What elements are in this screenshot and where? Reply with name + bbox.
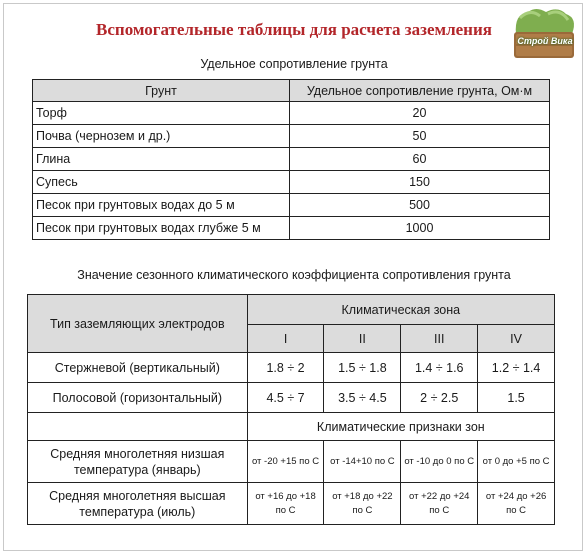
climate-signs-header: Климатические признаки зон	[247, 413, 554, 441]
temperature-cell: от -20 +15 по С	[247, 441, 324, 483]
table-row	[33, 102, 550, 125]
zone-header: IV	[478, 325, 555, 353]
resistivity-value: 150	[290, 171, 550, 194]
table-row	[33, 148, 550, 171]
table-header-row	[33, 80, 550, 102]
resistivity-value: 500	[290, 194, 550, 217]
soil-resistivity-table	[32, 79, 550, 240]
table-row	[28, 383, 555, 413]
column-header-soil: Грунт	[33, 80, 290, 102]
column-header-resistivity: Удельное сопротивление грунта, Ом·м	[290, 80, 550, 102]
electrode-type-label: Стержневой (вертикальный)	[28, 353, 248, 383]
coefficient-cell: 1.8 ÷ 2	[247, 353, 324, 383]
table-row	[33, 217, 550, 240]
electrode-type-label: Полосовой (горизонтальный)	[28, 383, 248, 413]
zone-header: II	[324, 325, 401, 353]
resistivity-value: 20	[290, 102, 550, 125]
resistivity-value: 50	[290, 125, 550, 148]
coefficient-cell: 2 ÷ 2.5	[401, 383, 478, 413]
temperature-cell: от +16 до +18 по С	[247, 483, 324, 525]
logo-text: Строй Вика	[517, 36, 573, 46]
table2-caption: Значение сезонного климатического коэффициента сопротивления грунта	[77, 268, 511, 282]
table-row	[28, 353, 555, 383]
resistivity-value: 60	[290, 148, 550, 171]
coefficient-cell: 1.2 ÷ 1.4	[478, 353, 555, 383]
zone-header: I	[247, 325, 324, 353]
soil-name: Песок при грунтовых водах до 5 м	[33, 194, 290, 217]
temperature-cell: от -10 до 0 по С	[401, 441, 478, 483]
temperature-cell: от -14+10 по С	[324, 441, 401, 483]
coefficient-cell: 1.5	[478, 383, 555, 413]
soil-name: Глина	[33, 148, 290, 171]
soil-name: Супесь	[33, 171, 290, 194]
coefficient-cell: 1.5 ÷ 1.8	[324, 353, 401, 383]
table1-caption: Удельное сопротивление грунта	[200, 57, 388, 71]
temperature-cell: от +24 до +26 по С	[478, 483, 555, 525]
zone-header: III	[401, 325, 478, 353]
coefficient-cell: 1.4 ÷ 1.6	[401, 353, 478, 383]
climate-zone-header: Климатическая зона	[247, 295, 554, 325]
temperature-cell: от +22 до +24 по С	[401, 483, 478, 525]
temperature-label: Средняя многолетняя низшая температура (январь)	[28, 441, 248, 483]
table-row	[28, 441, 555, 483]
logo-icon	[506, 4, 582, 62]
electrode-type-header: Тип заземляющих электродов	[28, 295, 248, 353]
empty-cell	[28, 413, 248, 441]
signs-header-row	[28, 413, 555, 441]
table-row	[33, 125, 550, 148]
climate-coefficient-table	[27, 294, 555, 525]
page-title: Вспомогательные таблицы для расчета заземления	[96, 20, 492, 39]
soil-name: Почва (чернозем и др.)	[33, 125, 290, 148]
table-row	[33, 194, 550, 217]
soil-name: Торф	[33, 102, 290, 125]
temperature-cell: от +18 до +22 по С	[324, 483, 401, 525]
table-row	[28, 483, 555, 525]
zone-header-row	[28, 295, 555, 325]
temperature-cell: от 0 до +5 по С	[478, 441, 555, 483]
resistivity-value: 1000	[290, 217, 550, 240]
coefficient-cell: 3.5 ÷ 4.5	[324, 383, 401, 413]
soil-name: Песок при грунтовых водах глубже 5 м	[33, 217, 290, 240]
coefficient-cell: 4.5 ÷ 7	[247, 383, 324, 413]
table-row	[33, 171, 550, 194]
temperature-label: Средняя многолетняя высшая температура (июль)	[28, 483, 248, 525]
